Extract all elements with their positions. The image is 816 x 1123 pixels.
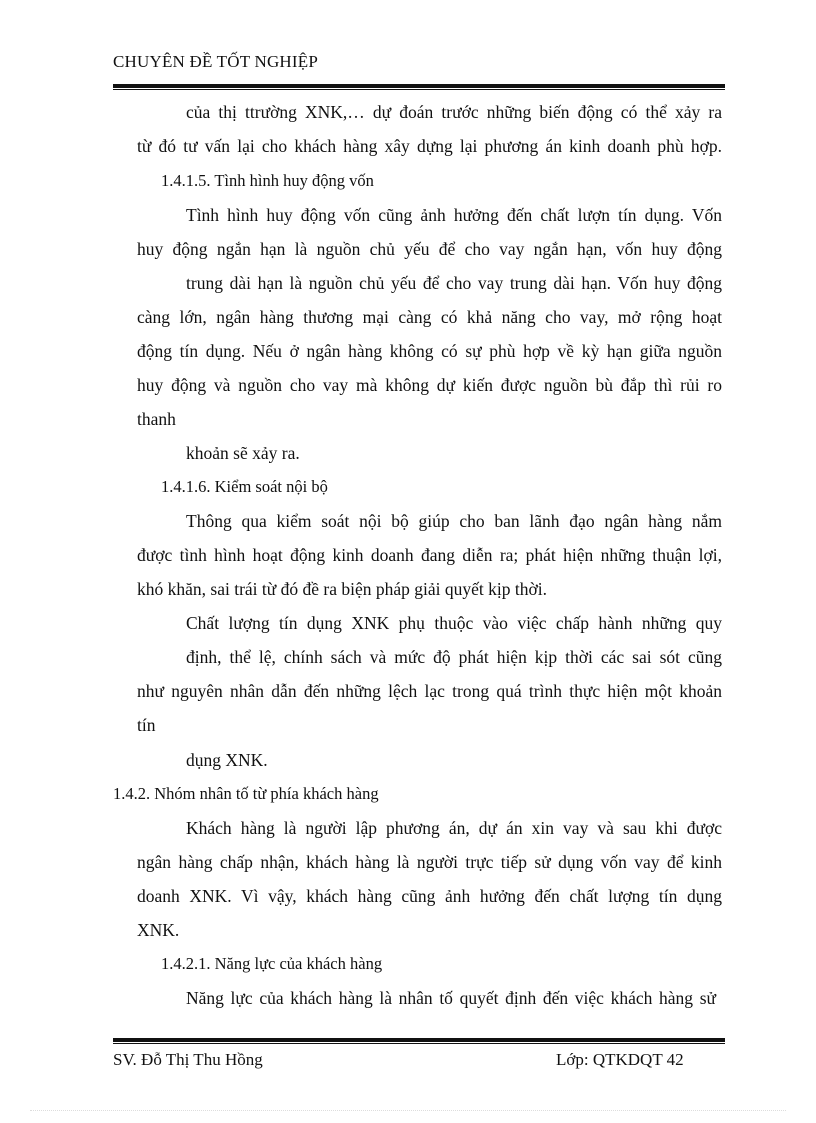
text-line: của thị ttrường XNK,… dự đoán trước những biến động có thể xảy ra (186, 102, 722, 122)
text-line: dụng XNK. (186, 750, 268, 770)
footer-class: Lớp: QTKDQT 42 (556, 1050, 684, 1069)
text-line: tín (137, 715, 156, 735)
footer-rule (113, 1038, 725, 1045)
section-heading: 1.4.1.5. Tình hình huy động vốn (161, 171, 374, 190)
text-line: Chất lượng tín dụng XNK phụ thuộc vào việc chấp hành những quy (186, 613, 722, 633)
text-line: từ đó tư vấn lại cho khách hàng xây dựng lại phương án kinh doanh phù hợp. (137, 136, 722, 156)
section-heading: 1.4.2.1. Năng lực của khách hàng (161, 954, 383, 973)
text-line: XNK. (137, 920, 180, 940)
text-line: Khách hàng là người lập phương án, dự án xin vay và sau khi được (186, 818, 722, 838)
text-line: huy động ngắn hạn là nguồn chủ yếu để cho vay ngắn hạn, vốn huy động (137, 239, 722, 259)
text-line: như nguyên nhân dẫn đến những lệch lạc trong quá trình thực hiện một khoản (137, 681, 722, 701)
text-line: trung dài hạn là nguồn chủ yếu để cho vay trung dài hạn. Vốn huy động (186, 273, 722, 293)
section-heading: 1.4.1.6. Kiểm soát nội bộ (161, 477, 328, 496)
text-line: Thông qua kiểm soát nội bộ giúp cho ban lãnh đạo ngân hàng nắm (186, 511, 722, 531)
text-line: thanh (137, 409, 176, 429)
text-line: càng lớn, ngân hàng thương mại càng có khả năng cho vay, mở rộng hoạt (137, 307, 722, 327)
page-edge-divider (30, 1110, 786, 1111)
text-line: được tình hình hoạt động kinh doanh đang diễn ra; phát hiện những thuận lợi, (137, 545, 722, 565)
section-heading: 1.4.2. Nhóm nhân tố từ phía khách hàng (113, 784, 379, 803)
header-title: CHUYÊN ĐỀ TỐT NGHIỆP (113, 52, 319, 71)
text-line: doanh XNK. Vì vậy, khách hàng cũng ảnh hưởng đến chất lượng tín dụng (137, 886, 722, 906)
text-line: khó khăn, sai trái từ đó đề ra biện pháp giải quyết kịp thời. (137, 579, 547, 599)
text-line: Tình hình huy động vốn cũng ảnh hưởng đến chất lượn tín dụng. Vốn (186, 205, 722, 225)
text-line: khoản sẽ xảy ra. (186, 443, 300, 463)
footer-student: SV. Đỗ Thị Thu Hồng (113, 1050, 263, 1069)
header-rule (113, 84, 725, 91)
text-line: ngân hàng chấp nhận, khách hàng là người trực tiếp sử dụng vốn vay để kinh (137, 852, 722, 872)
text-line: định, thể lệ, chính sách và mức độ phát hiện kịp thời các sai sót cũng (186, 647, 722, 667)
text-line: huy động và nguồn cho vay mà không dự kiến được nguồn bù đắp thì rủi ro (137, 375, 722, 395)
text-line: Năng lực của khách hàng là nhân tố quyết định đến việc khách hàng sử (186, 988, 716, 1008)
text-line: động tín dụng. Nếu ở ngân hàng không có sự phù hợp về kỳ hạn giữa nguồn (137, 341, 722, 361)
